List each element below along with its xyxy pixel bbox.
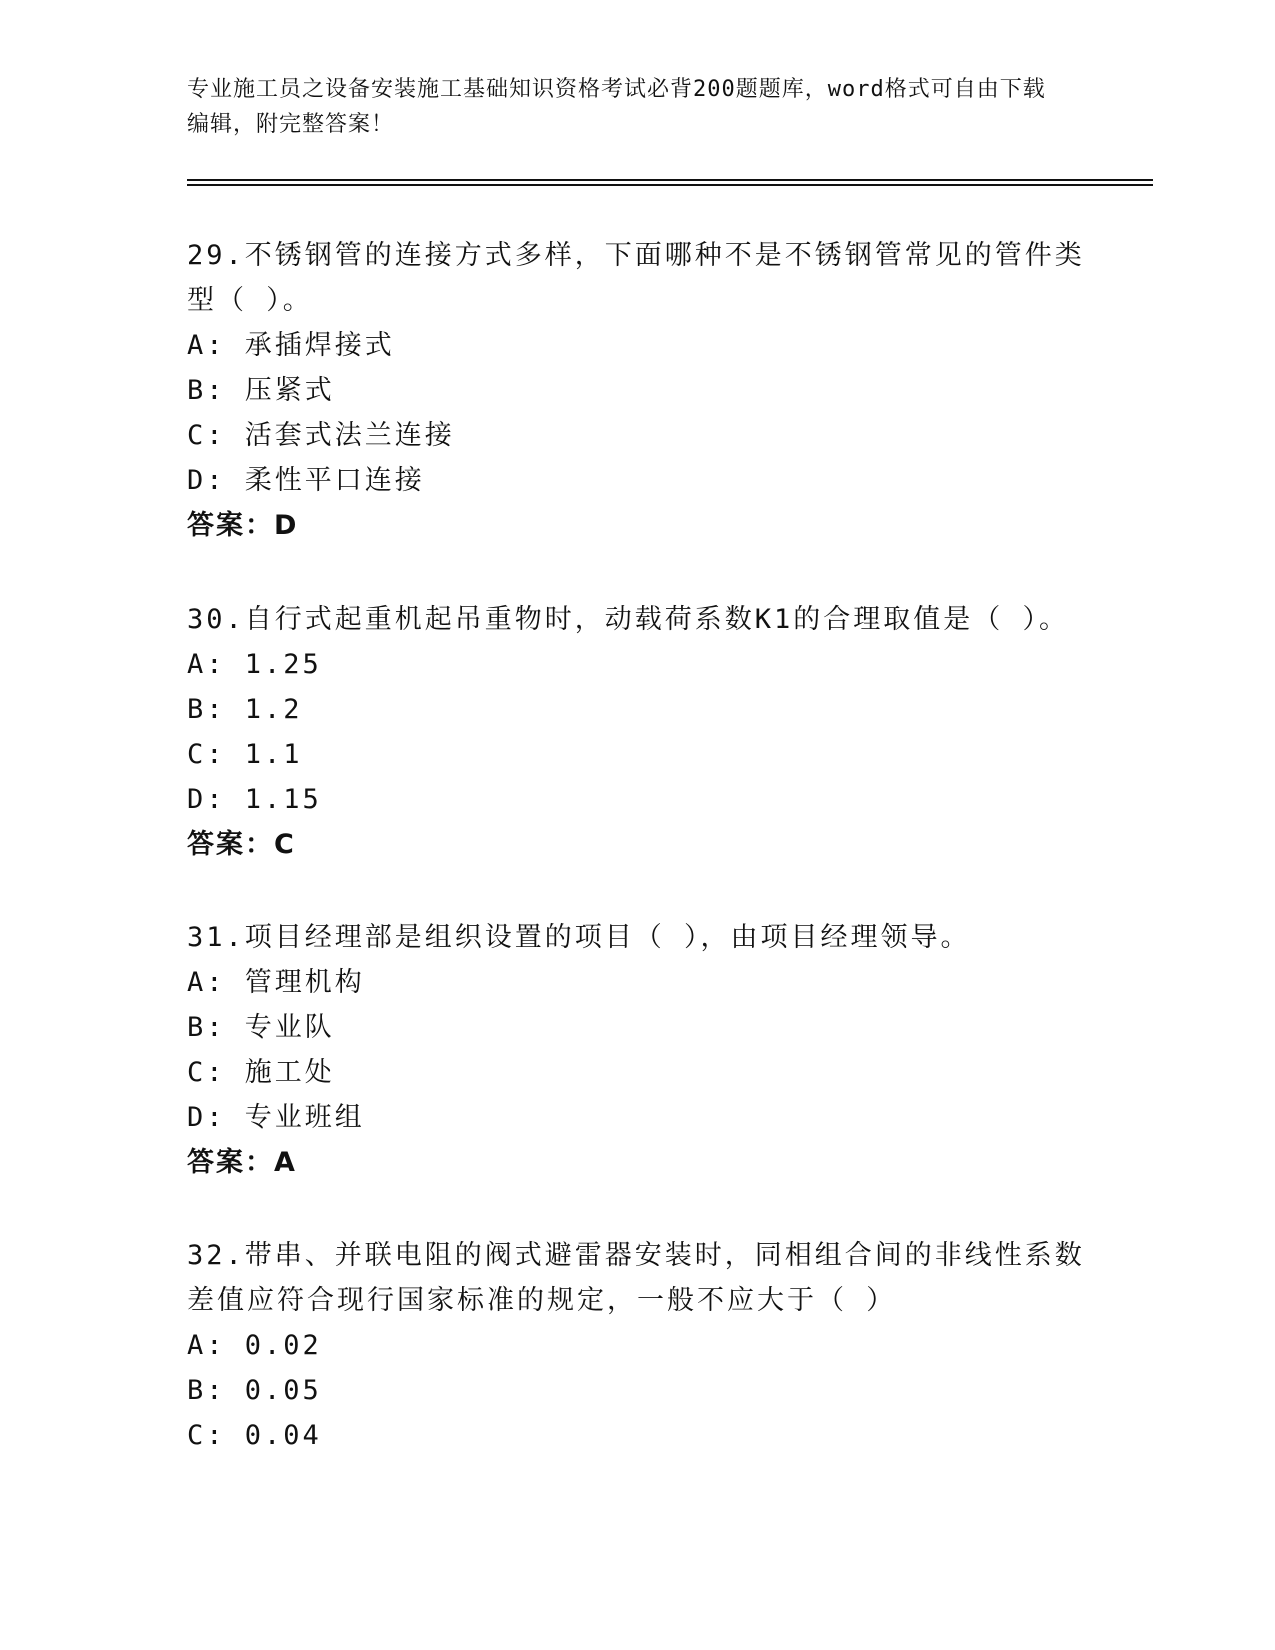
question-stem: 30.自行式起重机起吊重物时，动载荷系数K1的合理取值是（ ）。 bbox=[187, 604, 1070, 635]
header-divider-top bbox=[187, 179, 1153, 181]
answer-line: 答案：D bbox=[187, 510, 299, 541]
option-c: C: 1.1 bbox=[187, 739, 303, 770]
option-b: B: 1.2 bbox=[187, 694, 303, 725]
answer-line: 答案：C bbox=[187, 829, 296, 860]
question-31 bbox=[187, 915, 1087, 1185]
header-divider-bottom bbox=[187, 184, 1153, 186]
answer-line: 答案：A bbox=[187, 1147, 297, 1178]
option-a: A: 管理机构 bbox=[187, 967, 365, 998]
option-b: B: 压紧式 bbox=[187, 375, 335, 406]
option-c: C: 施工处 bbox=[187, 1057, 335, 1088]
option-d: D: 柔性平口连接 bbox=[187, 465, 425, 496]
question-stem: 32.带串、并联电阻的阀式避雷器安装时，同相组合间的非线性系数差值应符合现行国家标准的规定，一般不应大于（ ） bbox=[187, 1240, 1085, 1316]
option-c: C: 活套式法兰连接 bbox=[187, 420, 455, 451]
question-stem: 29.不锈钢管的连接方式多样，下面哪种不是不锈钢管常见的管件类型（ ）。 bbox=[187, 240, 1085, 316]
option-b: B: 0.05 bbox=[187, 1375, 322, 1406]
option-a: A: 承插焊接式 bbox=[187, 330, 395, 361]
option-b: B: 专业队 bbox=[187, 1012, 335, 1043]
question-30 bbox=[187, 597, 1087, 867]
document-header: 专业施工员之设备安装施工基础知识资格考试必背200题题库，word格式可自由下载编辑，附完整答案！ bbox=[187, 77, 1046, 137]
option-a: A: 1.25 bbox=[187, 649, 322, 680]
question-32 bbox=[187, 1233, 1087, 1458]
option-d: D: 专业班组 bbox=[187, 1102, 365, 1133]
question-29 bbox=[187, 233, 1087, 548]
option-d: D: 1.15 bbox=[187, 784, 322, 815]
option-a: A: 0.02 bbox=[187, 1330, 322, 1361]
option-c: C: 0.04 bbox=[187, 1420, 322, 1451]
question-stem: 31.项目经理部是组织设置的项目（ ），由项目经理领导。 bbox=[187, 922, 971, 953]
